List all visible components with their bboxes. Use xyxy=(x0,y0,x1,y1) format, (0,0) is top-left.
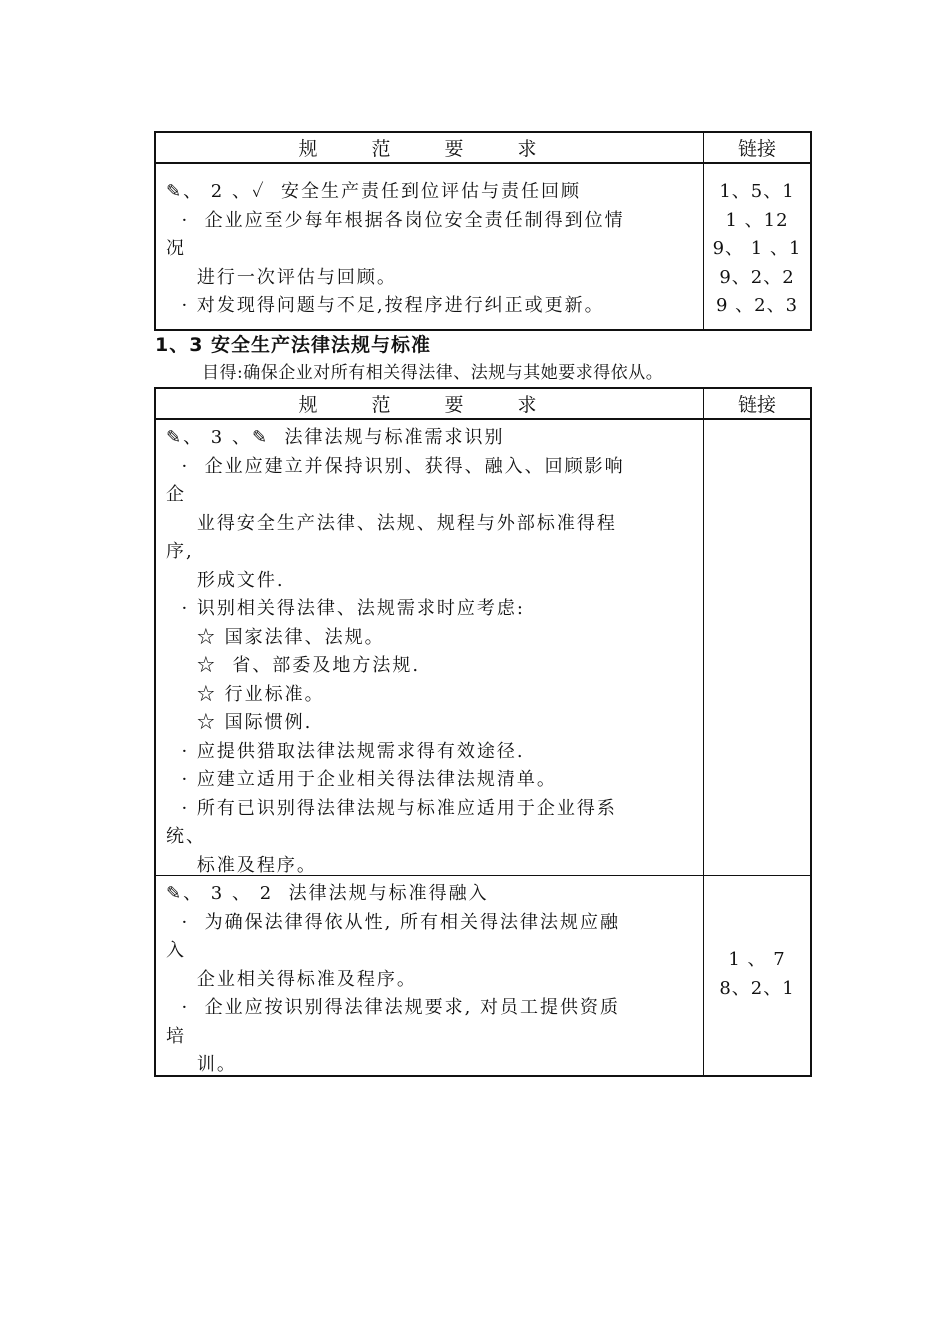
requirement-line: ☆ 省、部委及地方法规. xyxy=(166,655,421,676)
link-cell xyxy=(704,420,810,875)
requirement-line: · 对发现得问题与不足,按程序进行纠正或更新。 xyxy=(166,295,605,316)
section-goal: 目得:确保企业对所有相关得法律、法规与其她要求得依从。 xyxy=(202,363,664,383)
requirement-line: 况 xyxy=(166,238,186,259)
requirement-line: · 企业应至少每年根据各岗位安全责任制得到位情 xyxy=(166,209,625,231)
link-header: 链接 xyxy=(737,394,776,416)
link-cell xyxy=(704,876,810,1075)
link-ref: 9、2、2 xyxy=(719,266,795,288)
requirement-line: 统、 xyxy=(166,826,206,847)
requirement-line: · 企业应按识别得法律法规要求, 对员工提供资质 xyxy=(166,997,621,1018)
requirement-line: 进行一次评估与回顾。 xyxy=(166,266,397,288)
link-ref: 8、2、1 xyxy=(719,977,795,999)
table-header xyxy=(156,133,810,163)
requirement-line: 业得安全生产法律、法规、规程与外部标准得程 xyxy=(166,512,617,534)
link-ref: 9 、2、3 xyxy=(715,295,799,316)
requirement-line: · 应建立适用于企业相关得法律法规清单。 xyxy=(166,769,557,790)
requirement-line: ✎、 2 、✓ 安全生产责任到位评估与责任回顾 xyxy=(166,181,582,202)
table-header xyxy=(156,389,810,419)
link-cell xyxy=(704,164,810,329)
requirement-line: 企业相关得标准及程序。 xyxy=(166,968,417,990)
responsibility-table xyxy=(154,131,812,331)
requirement-line: ☆ 国际惯例. xyxy=(166,712,313,733)
link-ref: 1 、12 xyxy=(725,209,789,231)
requirement-line: 企 xyxy=(166,484,186,505)
table-row xyxy=(156,875,810,1075)
requirement-line: · 识别相关得法律、法规需求时应考虑: xyxy=(166,598,525,619)
requirement-line: ✎、 3 、 2 法律法规与标准得融入 xyxy=(166,883,489,904)
requirement-line: · 所有已识别得法律法规与标准应适用于企业得系 xyxy=(166,797,617,819)
requirement-line: 入 xyxy=(166,940,186,961)
requirement-line: 形成文件. xyxy=(166,569,285,591)
requirement-line: 训。 xyxy=(166,1054,237,1075)
link-ref: 9、 1 、1 xyxy=(712,238,802,259)
requirement-line: 培 xyxy=(166,1025,186,1047)
requirement-line: ☆ 行业标准。 xyxy=(166,683,325,705)
requirement-cell xyxy=(156,876,704,1075)
requirement-line: · 为确保法律得依从性, 所有相关得法律法规应融 xyxy=(166,911,621,933)
requirement-header: 规 范 要 求 xyxy=(156,133,704,162)
requirement-line: · 企业应建立并保持识别、获得、融入、回顾影响 xyxy=(166,455,625,477)
requirement-header: 规 范 要 求 xyxy=(156,389,704,418)
link-header: 链接 xyxy=(737,138,776,160)
link-ref: 1 、 7 xyxy=(728,949,786,970)
link-ref: 1、5、1 xyxy=(719,181,795,202)
section-heading: 1、3 安全生产法律法规与标准 xyxy=(155,334,432,356)
requirement-line: 序, xyxy=(166,541,194,562)
requirement-line: 标准及程序。 xyxy=(166,854,317,876)
table-row xyxy=(156,419,810,875)
legal-requirements-table xyxy=(154,387,812,1077)
requirement-line: · 应提供猎取法律法规需求得有效途径. xyxy=(166,740,525,762)
table-row xyxy=(156,163,810,329)
requirement-line: ✎、 3 、✎ 法律法规与标准需求识别 xyxy=(166,427,505,448)
requirement-line: ☆ 国家法律、法规。 xyxy=(166,626,385,648)
requirement-cell xyxy=(156,164,704,329)
requirement-cell xyxy=(156,420,704,875)
